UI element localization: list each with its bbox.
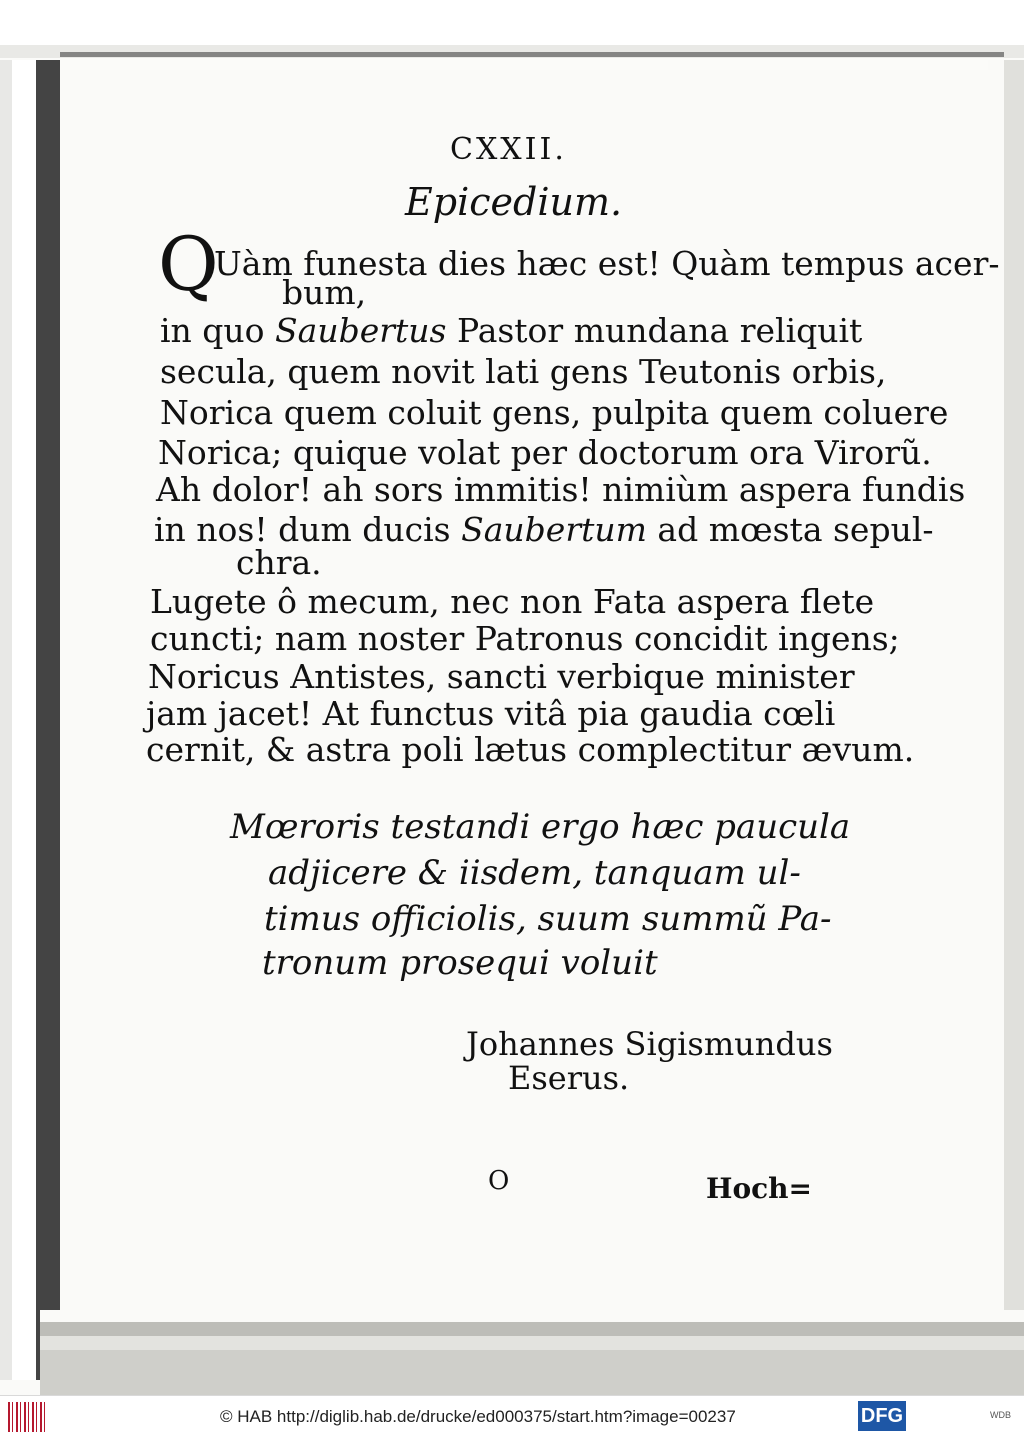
dedication-line: Mœroris testandi ergo hæc paucula: [230, 807, 851, 847]
page-top-edge: [0, 0, 1024, 70]
name-saubertum: Saubertum: [461, 510, 647, 549]
poem-text: ad mœsta sepul-: [657, 510, 934, 549]
catchword: Hoch=: [706, 1172, 812, 1205]
poem-line: [154, 510, 934, 549]
signature-surname: Eserus.: [508, 1059, 630, 1097]
poem-line: cuncti; nam noster Patronus concidit ingens;: [150, 619, 900, 658]
signature-name: Johannes Sigismundus: [466, 1025, 833, 1063]
poem-line: Lugete ô mecum, nec non Fata aspera flete: [150, 582, 875, 621]
poem-line: Norica; quique volat per doctorum ora Virorũ.: [158, 433, 932, 472]
dedication-line: tronum prosequi voluit: [262, 943, 658, 983]
name-saubertus: Saubertus: [275, 311, 447, 350]
copyright-url[interactable]: © HAB http://diglib.hab.de/drucke/ed000375/start.htm?image=00237: [220, 1407, 736, 1426]
poem-line: cernit, & astra poli lætus complectitur ævum.: [146, 730, 915, 769]
poem-line: chra.: [236, 543, 322, 582]
poem-line: secula, quem novit lati gens Teutonis orbis,: [160, 352, 887, 391]
drop-capital: Q: [158, 222, 219, 308]
page-top-rule: [60, 52, 1004, 57]
poem-line: Uàm funesta dies hæc est! Quàm tempus acer-: [214, 244, 1000, 283]
poem-text: Pastor mundana reliquit: [456, 311, 863, 350]
page-heading: CXXII.: [450, 132, 567, 167]
poem-text: in nos! dum ducis: [154, 510, 451, 549]
poem-line: [160, 311, 863, 350]
wdb-label: WDB: [990, 1410, 1011, 1420]
dedication-line: timus officiolis, suum summũ Pa-: [264, 899, 832, 939]
poem-line: jam jacet! At functus vitâ pia gaudia cœli: [146, 694, 836, 733]
book-spine: [0, 60, 60, 1380]
hab-barcode-logo: [8, 1402, 48, 1432]
poem-text: in quo: [160, 311, 265, 350]
poem-line: Norica quem coluit gens, pulpita quem coluere: [160, 393, 949, 432]
dfg-logo[interactable]: DFG: [858, 1401, 906, 1431]
footer-bar: [0, 1395, 1024, 1438]
signature-mark: O: [488, 1166, 510, 1196]
poem-line: Noricus Antistes, sancti verbique minister: [148, 657, 855, 696]
dedication-line: adjicere & iisdem, tanquam ul-: [268, 853, 801, 893]
page-bottom-edge: [40, 1310, 1024, 1395]
poem-title: Epicedium.: [405, 180, 623, 224]
poem-line: bum,: [282, 273, 367, 312]
poem-line: Ah dolor! ah sors immitis! nimiùm aspera fundis: [156, 470, 966, 509]
